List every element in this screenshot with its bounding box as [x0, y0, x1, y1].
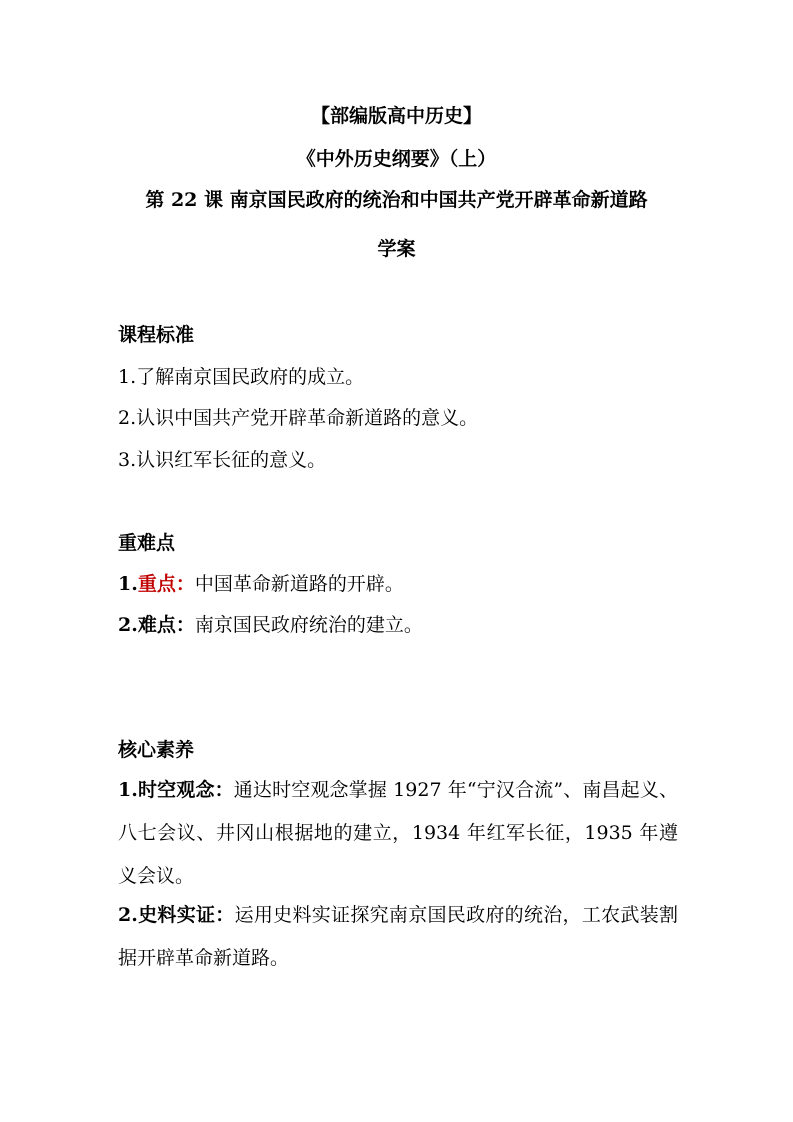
key-point-text: 中国革命新道路的开辟。 — [194, 573, 404, 595]
core-literacy-item-1 — [118, 769, 678, 898]
key-point-label: 重点： — [137, 573, 195, 595]
core-literacy-num-1: 1. — [118, 779, 138, 801]
core-literacy-heading: 核心素养 — [118, 739, 195, 761]
curriculum-heading: 课程标准 — [118, 324, 195, 346]
book-title: 《中外历史纲要》（上） — [296, 148, 497, 170]
series-title: 【部编版高中历史】 — [310, 105, 482, 127]
difficult-point-label: 难点： — [137, 614, 195, 636]
key-point-item-1 — [118, 572, 404, 596]
difficult-point-num: 2. — [118, 614, 138, 636]
difficult-point-item-2 — [118, 613, 423, 637]
key-points-heading: 重难点 — [118, 532, 176, 554]
core-literacy-text-1: 通达时空观念掌握 1927 年“宁汉合流”、南昌起义、八七会议、井冈山根据地的建立，1934 年红军长征，1935 年遵义会议。 — [118, 779, 678, 887]
difficult-point-text: 南京国民政府统治的建立。 — [194, 614, 423, 636]
curriculum-item-2: 2.认识中国共产党开辟革命新道路的意义。 — [118, 407, 479, 429]
doc-type-title: 学案 — [377, 238, 416, 260]
core-literacy-item-2 — [118, 894, 678, 980]
key-point-num: 1. — [118, 573, 138, 595]
curriculum-item-1: 1.了解南京国民政府的成立。 — [118, 366, 365, 388]
core-literacy-text-2: 运用史料实证探究南京国民政府的统治，工农武装割据开辟革命新道路。 — [118, 904, 678, 969]
curriculum-item-3: 3.认识红军长征的意义。 — [118, 449, 327, 471]
core-literacy-label-1: 时空观念： — [137, 779, 234, 801]
core-literacy-label-2: 史料实证： — [137, 904, 235, 926]
core-literacy-num-2: 2. — [118, 904, 138, 926]
lesson-title: 第 22 课 南京国民政府的统治和中国共产党开辟革命新道路 — [145, 189, 648, 211]
